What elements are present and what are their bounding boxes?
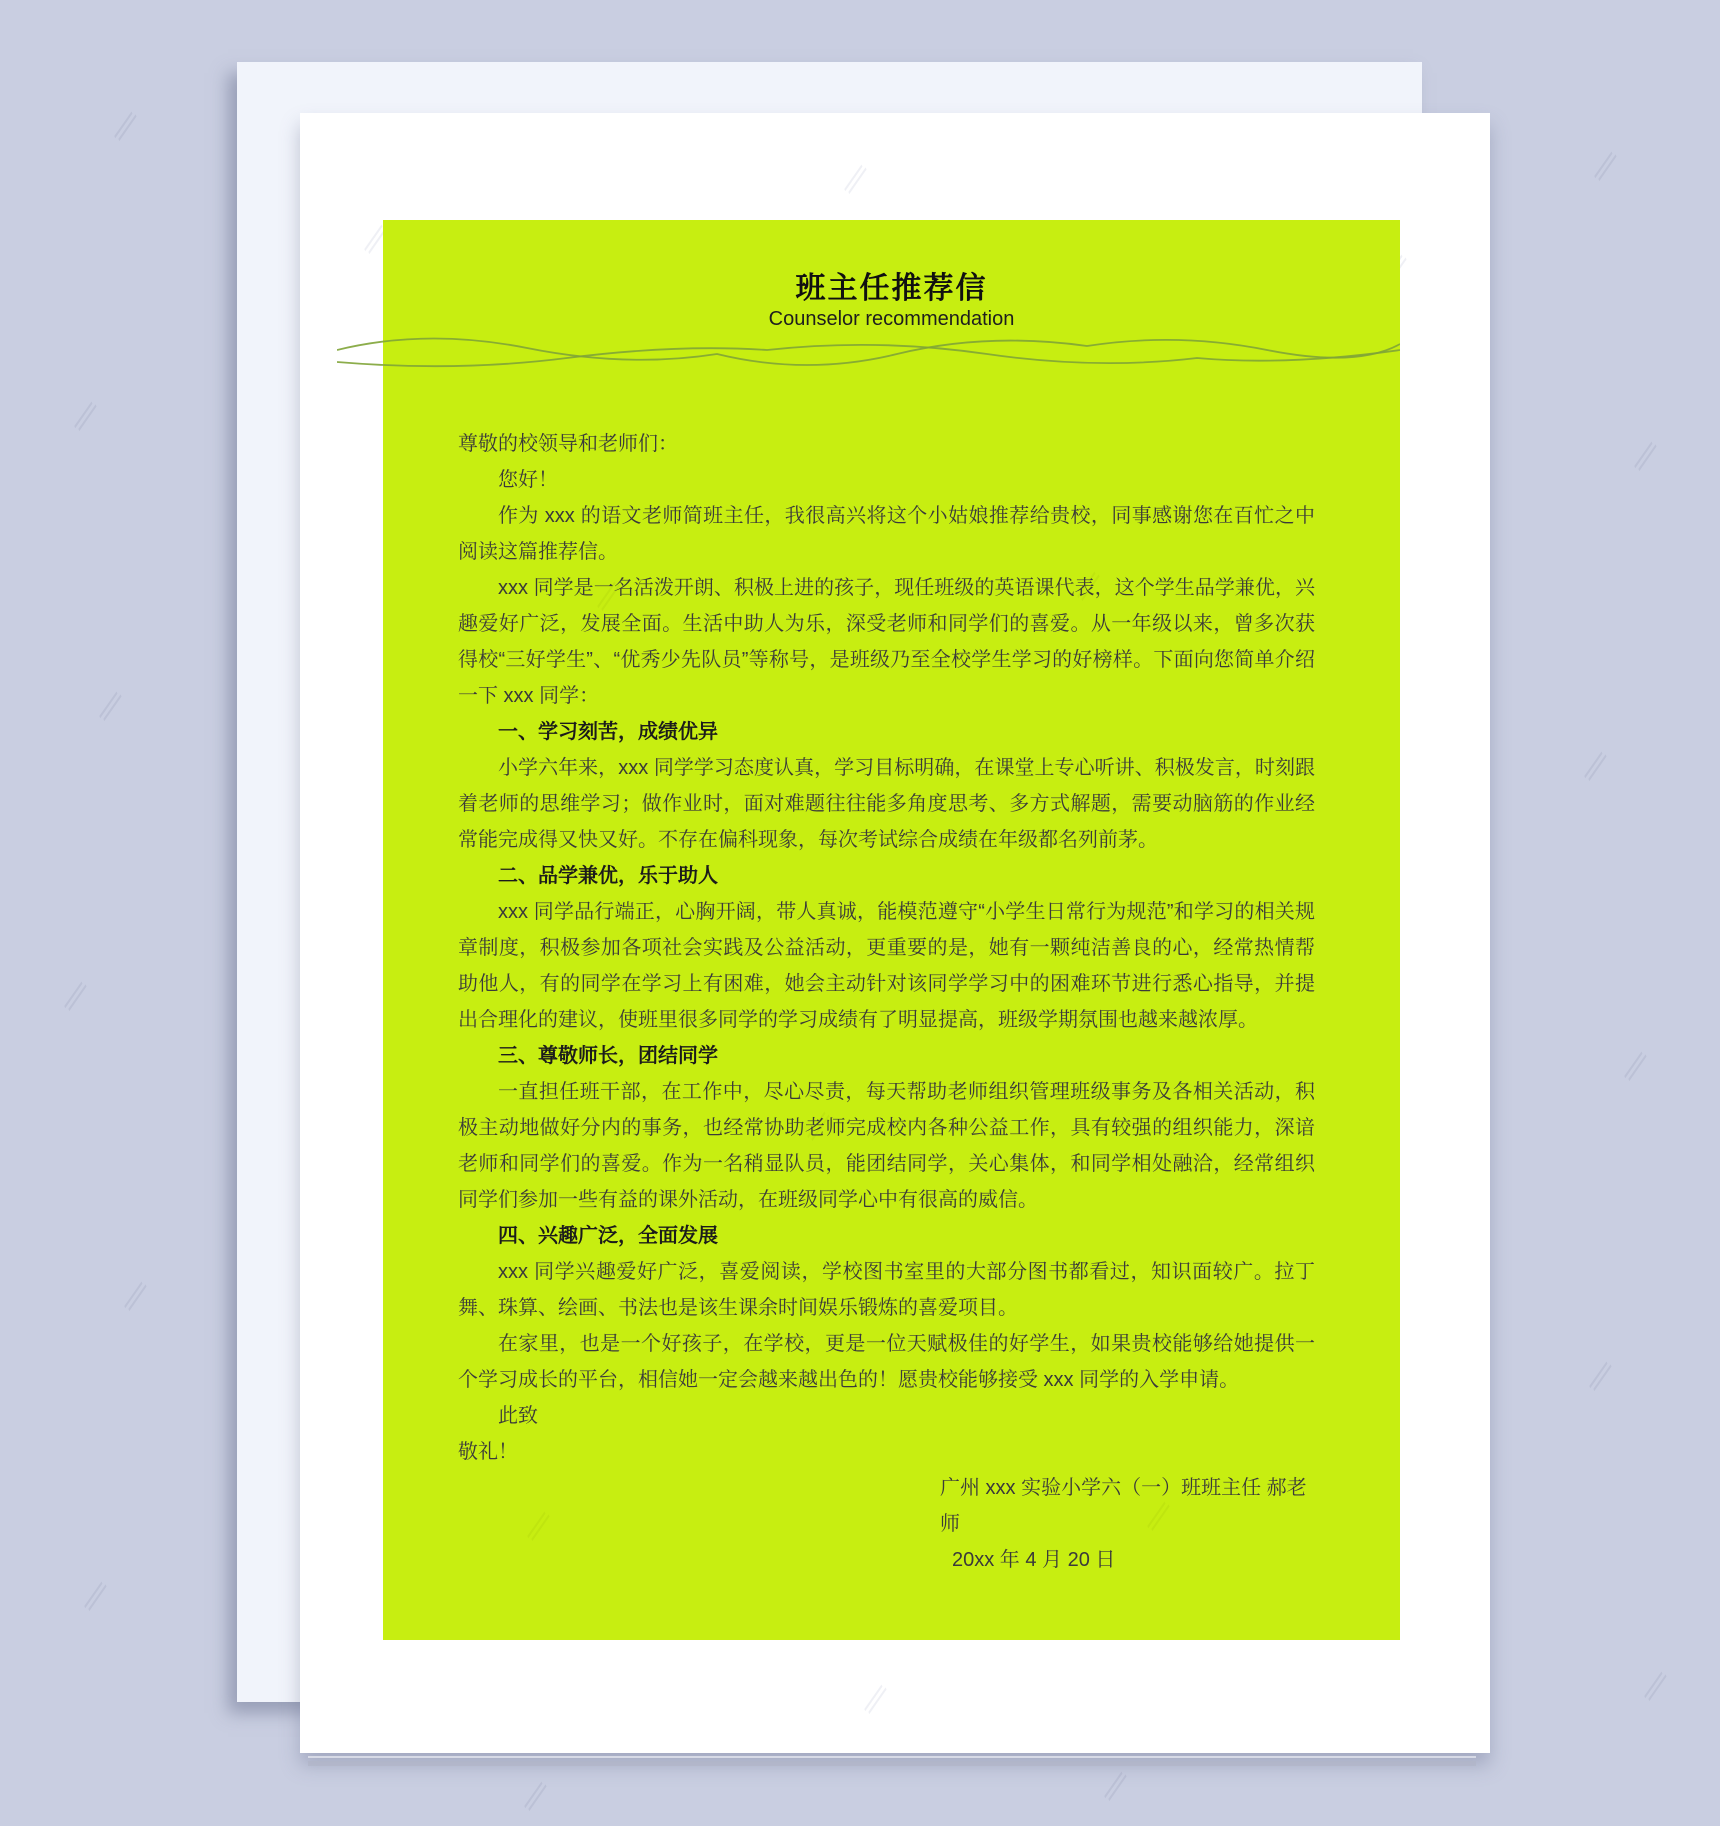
watermark-mark: [1641, 1670, 1668, 1701]
overview-paragraph: xxx 同学是一名活泼开朗、积极上进的孩子，现任班级的英语课代表，这个学生品学兼优，兴趣爱好广泛，发展全面。生活中助人为乐，深受老师和同学们的喜爱。从一年级以来，曾多次获得校“三好学生”、“优秀少先队员”等称号，是班级乃至全校学生学习的好榜样。下面向您简单介绍一下 xxx 同学：: [458, 577, 1315, 707]
watermark-mark: [111, 110, 138, 141]
watermark-mark: [1101, 1770, 1128, 1801]
section-4-body: xxx 同学兴趣爱好广泛，喜爱阅读，学校图书室里的大部分图书都看过，知识面较广。拉丁舞、珠算、绘画、书法也是该生课余时间娱乐锻炼的喜爱项目。: [458, 1261, 1315, 1319]
letter-green-panel: [383, 220, 1400, 1640]
watermark-mark: [81, 1580, 108, 1611]
final-paragraph: 在家里，也是一个好孩子，在学校，更是一位天赋极佳的好学生，如果贵校能够给她提供一个学习成长的平台，相信她一定会越来越出色的！愿贵校能够接受 xxx 同学的入学申请。: [458, 1333, 1315, 1391]
watermark-mark: [61, 980, 88, 1011]
watermark-mark: [1591, 150, 1618, 181]
section-2-heading: 二、品学兼优，乐于助人: [498, 865, 718, 887]
closing-cizhi: 此致: [498, 1405, 538, 1427]
watermark-mark: [96, 690, 123, 721]
wave-divider-lines: [337, 326, 1400, 382]
watermark-mark: [1621, 1050, 1648, 1081]
watermark-mark: [1586, 1360, 1613, 1391]
letter-body: [458, 426, 1315, 1578]
letter-title: 班主任推荐信: [795, 272, 988, 305]
section-1-heading: 一、学习刻苦，成绩优异: [498, 721, 718, 743]
watermark-mark: [841, 163, 868, 194]
salutation: 尊敬的校领导和老师们：: [458, 433, 678, 455]
greeting: 您好！: [498, 469, 558, 491]
section-2-body: xxx 同学品行端正，心胸开阔，带人真诚，能模范遵守“小学生日常行为规范”和学习的相关规章制度，积极参加各项社会实践及公益活动，更重要的是，她有一颗纯洁善良的心，经常热情帮助他人，有的同学在学习上有困难，她会主动针对该同学学习中的困难环节进行悉心指导，并提出合理化的建议，使班里很多同学的学习成绩有了明显提高，班级学期氛围也越来越浓厚。: [458, 901, 1315, 1031]
section-4-heading: 四、兴趣广泛，全面发展: [498, 1225, 718, 1247]
signature-name-line: 广州 xxx 实验小学六（一）班班主任 郝老师: [940, 1477, 1307, 1535]
signature-date-line: 20xx 年 4 月 20 日: [952, 1549, 1116, 1571]
watermark-mark: [1581, 750, 1608, 781]
signature-block: [940, 1470, 1315, 1578]
letter-page: [300, 113, 1490, 1753]
intro-paragraph: 作为 xxx 的语文老师简班主任，我很高兴将这个小姑娘推荐给贵校，同事感谢您在百忙之中阅读这篇推荐信。: [458, 505, 1315, 563]
watermark-mark: [1631, 440, 1658, 471]
watermark-mark: [521, 1780, 548, 1811]
closing-jingli: 敬礼！: [458, 1441, 518, 1463]
watermark-mark: [71, 400, 98, 431]
section-1-body: 小学六年来，xxx 同学学习态度认真，学习目标明确，在课堂上专心听讲、积极发言，时刻跟着老师的思维学习；做作业时，面对难题往往能多角度思考、多方式解题，需要动脑筋的作业经常能完成得又快又好。不存在偏科现象，每次考试综合成绩在年级都名列前茅。: [458, 757, 1315, 851]
section-3-heading: 三、尊敬师长，团结同学: [498, 1045, 718, 1067]
watermark-mark: [861, 1683, 888, 1714]
letter-subtitle: Counselor recommendation: [768, 308, 1015, 330]
watermark-mark: [121, 1280, 148, 1311]
section-3-body: 一直担任班干部，在工作中，尽心尽责，每天帮助老师组织管理班级事务及各相关活动，积极主动地做好分内的事务，也经常协助老师完成校内各种公益工作，具有较强的组织能力，深谙老师和同学们的喜爱。作为一名稍显队员，能团结同学，关心集体，和同学相处融洽，经常组织同学们参加一些有益的课外活动，在班级同学心中有很高的威信。: [458, 1081, 1315, 1211]
